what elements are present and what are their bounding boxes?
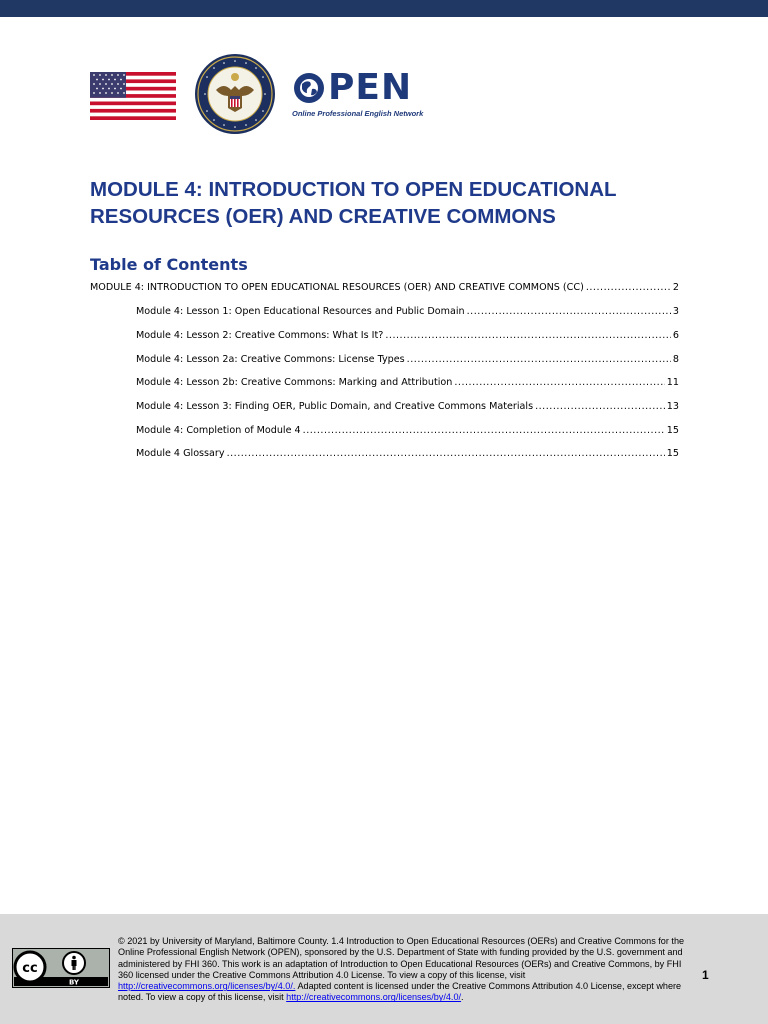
toc-entry-page: 8 <box>672 354 679 365</box>
page-footer <box>0 914 768 1024</box>
copyright-notice <box>118 936 694 1004</box>
copyright-text-3: . <box>461 992 464 1003</box>
open-wordmark-text: PEN <box>328 67 413 108</box>
toc-entry-page: 2 <box>672 282 679 293</box>
toc-entry-lesson-2a[interactable] <box>136 353 679 367</box>
module-title-line-2: RESOURCES (OER) AND CREATIVE COMMONS <box>90 205 556 228</box>
toc-entry-page: 15 <box>666 448 679 459</box>
toc-entry-page: 6 <box>672 330 679 341</box>
toc-leader-dots <box>467 305 671 319</box>
toc-entry-text: Module 4: Completion of Module 4 <box>136 425 301 436</box>
copyright-text-1: © 2021 by University of Maryland, Baltimore County. 1.4 Introduction to Open Educational Resources (OERs) and Creative Commons for the Online Professional English Network (OPEN), sponsored by the U.S. Department of State with funding provided by the U.S. government and administered by FHI 360. This work is an adaptation of Introduction to Open Educational Resources (OERs) and Creative Commons, by FHI 360 licensed under the Creative Commons Attribution 4.0 License. To view a copy of this license, visit <box>118 936 685 980</box>
open-wordmark <box>292 68 412 108</box>
toc-leader-dots <box>586 281 671 295</box>
license-link-1[interactable]: http://creativecommons.org/licenses/by/4.0/. <box>118 981 296 992</box>
state-department-seal-icon <box>194 52 276 136</box>
logo-row <box>90 52 510 142</box>
toc-leader-dots <box>407 353 671 367</box>
toc-entry-text: MODULE 4: INTRODUCTION TO OPEN EDUCATIONAL RESOURCES (OER) AND CREATIVE COMMONS (CC) <box>90 282 584 293</box>
top-header-bar <box>0 0 768 17</box>
open-logo <box>292 68 532 124</box>
toc-entry-lesson-1[interactable] <box>136 305 679 319</box>
open-tagline: Online Professional English Network <box>292 109 424 118</box>
toc-entry-text: Module 4 Glossary <box>136 448 225 459</box>
toc-entry-glossary[interactable] <box>136 447 679 461</box>
toc-entry-lesson-3[interactable] <box>136 400 679 414</box>
toc-entry-module-4[interactable] <box>90 281 679 295</box>
toc-entry-page: 13 <box>666 401 679 412</box>
toc-heading: Table of Contents <box>90 255 248 274</box>
toc-leader-dots <box>303 424 665 438</box>
creative-commons-by-license-icon <box>12 948 110 988</box>
toc-leader-dots <box>535 400 665 414</box>
license-link-2[interactable]: http://creativecommons.org/licenses/by/4.0/ <box>286 992 462 1003</box>
license-badge-text: BY <box>68 978 80 987</box>
module-title-line-1: MODULE 4: INTRODUCTION TO OPEN EDUCATIONAL <box>90 178 617 201</box>
toc-entry-lesson-2[interactable] <box>136 329 679 343</box>
toc-entry-page: 15 <box>666 425 679 436</box>
toc-entry-text: Module 4: Lesson 2b: Creative Commons: Marking and Attribution <box>136 377 453 388</box>
toc-leader-dots <box>385 329 671 343</box>
toc-entry-lesson-2b[interactable] <box>136 376 679 390</box>
copyright-text-2: Adapted content is licensed under the Creative Commons Attribution 4.0 License, except where noted. To view a copy of this license, visit <box>118 981 682 1003</box>
toc-leader-dots <box>454 376 664 390</box>
svg-text:cc: cc <box>22 961 38 976</box>
toc-entry-completion[interactable] <box>136 424 679 438</box>
toc-entry-page: 11 <box>666 377 679 388</box>
toc-leader-dots <box>227 447 665 461</box>
toc-entry-text: Module 4: Lesson 1: Open Educational Resources and Public Domain <box>136 306 465 317</box>
toc-entry-text: Module 4: Lesson 3: Finding OER, Public Domain, and Creative Commons Materials <box>136 401 534 412</box>
globe-icon <box>292 71 326 105</box>
toc-entry-text: Module 4: Lesson 2: Creative Commons: What Is It? <box>136 330 384 341</box>
module-title <box>90 176 710 230</box>
page-number: 1 <box>702 968 709 982</box>
us-flag-icon <box>90 72 176 120</box>
toc-entry-text: Module 4: Lesson 2a: Creative Commons: License Types <box>136 354 405 365</box>
toc-entry-page: 3 <box>672 306 679 317</box>
